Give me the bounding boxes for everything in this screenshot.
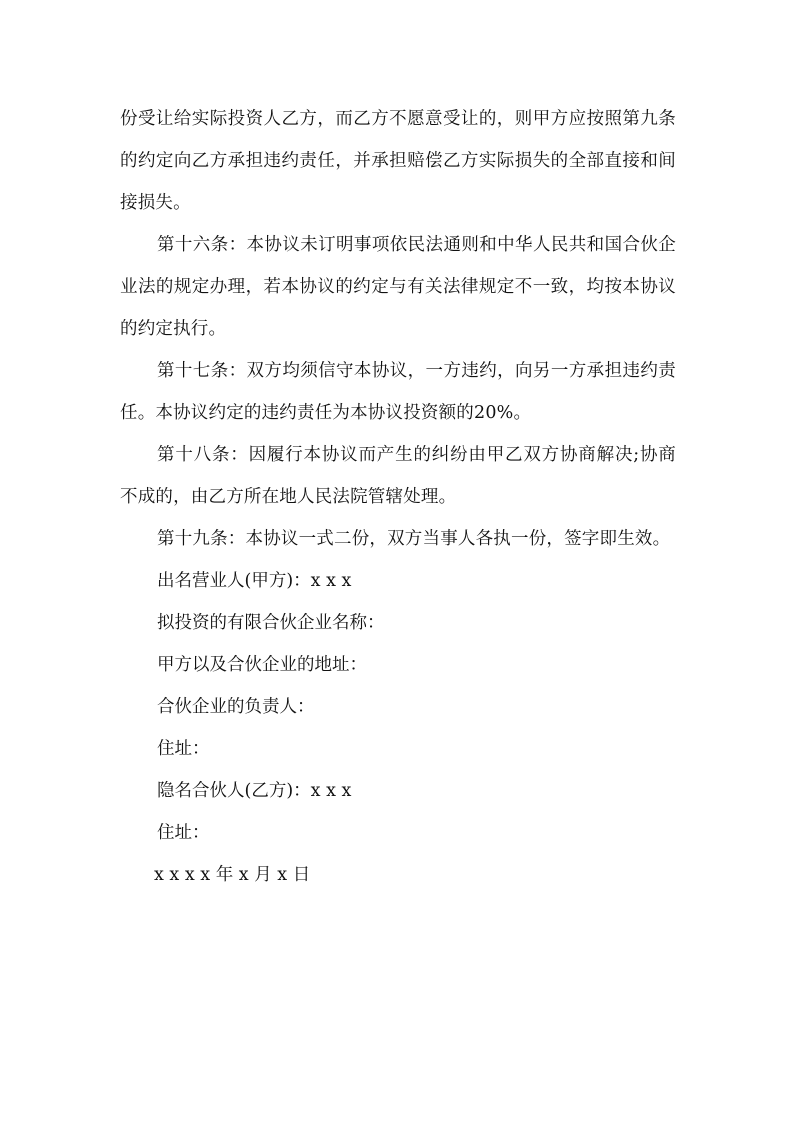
enterprise-name-line: 拟投资的有限合伙企业名称： bbox=[157, 613, 385, 633]
signature-block bbox=[120, 560, 676, 896]
paragraph-article-18: 第十八条：因履行本协议而产生的纠纷由甲乙双方协商解决;协商不成的，由乙方所在地人民法院管辖处理。 bbox=[120, 445, 676, 507]
party-a-address-line: 甲方以及合伙企业的地址： bbox=[157, 655, 367, 675]
paragraph-continuation: 份受让给实际投资人乙方，而乙方不愿意受让的，则甲方应按照第九条的约定向乙方承担违约责任，并承担赔偿乙方实际损失的全部直接和间接损失。 bbox=[120, 109, 676, 213]
party-b-line: 隐名合伙人(乙方)：x x x bbox=[157, 781, 352, 801]
date-line: x x x x 年 x 月 x 日 bbox=[154, 865, 311, 885]
enterprise-head-line: 合伙企业的负责人： bbox=[157, 697, 315, 717]
paragraph-article-19: 第十九条：本协议一式二份，双方当事人各执一份，签字即生效。 bbox=[157, 529, 671, 549]
party-b-address-line: 住址： bbox=[157, 823, 210, 843]
party-a-line: 出名营业人(甲方)：x x x bbox=[157, 571, 352, 591]
document-page bbox=[120, 98, 676, 896]
paragraph-article-16: 第十六条：本协议未订明事项依民法通则和中华人民共和国合伙企业法的规定办理，若本协议的约定与有关法律规定不一致，均按本协议的约定执行。 bbox=[120, 235, 676, 339]
head-address-line: 住址： bbox=[157, 739, 210, 759]
paragraph-article-17: 第十七条：双方均须信守本协议，一方违约，向另一方承担违约责任。本协议约定的违约责任为本协议投资额的20%。 bbox=[120, 361, 676, 423]
